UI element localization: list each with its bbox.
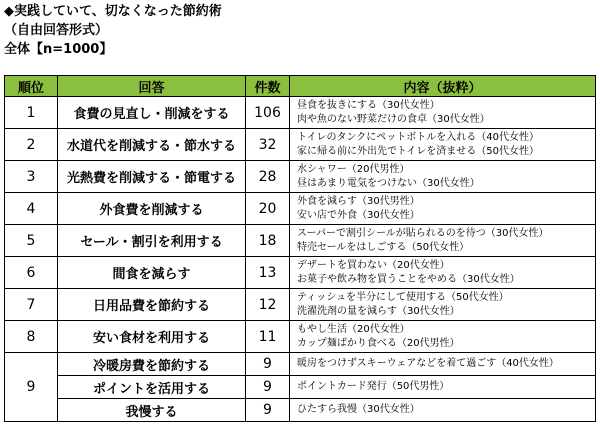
detail-line: 外食を減らす（30代男性）	[297, 195, 420, 207]
rank-cell: 4	[5, 193, 58, 225]
detail-line: 特売セールをはしごする（50代女性）	[297, 241, 470, 253]
detail-line: 昼食を抜きにする（30代女性）	[297, 99, 440, 111]
column-header-rank: 順位	[5, 76, 58, 97]
details-cell	[290, 321, 596, 353]
count-cell: 18	[246, 225, 290, 257]
answer-cell: セール・割引を利用する	[58, 225, 246, 257]
detail-line: デザートを買わない（20代女性）	[297, 259, 450, 271]
table-row	[5, 257, 596, 289]
answer-cell: 我慢する	[58, 399, 246, 422]
table-row	[5, 129, 596, 161]
table-row	[5, 97, 596, 129]
table-row	[5, 321, 596, 353]
rank-cell: 1	[5, 97, 58, 129]
details-cell	[290, 225, 596, 257]
table-row	[5, 353, 596, 376]
answer-cell: 冷暖房費を節約する	[58, 353, 246, 376]
details-cell	[290, 289, 596, 321]
table-header-row	[5, 76, 596, 97]
results-table	[4, 75, 596, 422]
detail-line: 安い店で外食（30代女性）	[297, 209, 420, 221]
table-row	[5, 193, 596, 225]
table-row	[5, 289, 596, 321]
count-cell: 11	[246, 321, 290, 353]
count-cell: 106	[246, 97, 290, 129]
sample-size: 全体【n=1000】	[4, 42, 113, 57]
detail-line: お菓子や飲み物を買うことをやめる（30代女性）	[297, 273, 520, 285]
rank-cell: 6	[5, 257, 58, 289]
details-cell	[290, 97, 596, 129]
table-row	[5, 376, 596, 399]
report-header	[4, 2, 222, 59]
answer-cell: 日用品費を節約する	[58, 289, 246, 321]
details-cell	[290, 129, 596, 161]
count-cell: 28	[246, 161, 290, 193]
rank-cell: 5	[5, 225, 58, 257]
answer-cell: 光熱費を削減する・節電する	[58, 161, 246, 193]
count-cell: 13	[246, 257, 290, 289]
count-cell: 32	[246, 129, 290, 161]
count-cell: 9	[246, 376, 290, 399]
table-row	[5, 225, 596, 257]
rank-cell: 3	[5, 161, 58, 193]
column-header-answer: 回答	[58, 76, 246, 97]
detail-line: 家に帰る前に外出先でトイレを済ませる（50代女性）	[297, 145, 540, 157]
answer-cell: 間食を減らす	[58, 257, 246, 289]
table-row	[5, 161, 596, 193]
detail-line: カップ麺ばかり食べる（20代男性）	[297, 337, 460, 349]
count-cell: 9	[246, 353, 290, 376]
count-cell: 9	[246, 399, 290, 422]
details-cell	[290, 161, 596, 193]
details-cell	[290, 257, 596, 289]
detail-line: 洗濯洗剤の量を減らす（30代女性）	[297, 305, 460, 317]
count-cell: 12	[246, 289, 290, 321]
detail-line: トイレのタンクにペットボトルを入れる（40代女性）	[297, 131, 540, 143]
table-row	[5, 399, 596, 422]
detail-line: もやし生活（20代女性）	[297, 323, 410, 335]
detail-line: 肉や魚のない野菜だけの食卓（30代女性）	[297, 113, 490, 125]
detail-line: 昼はあまり電気をつけない（30代女性）	[297, 177, 480, 189]
rank-cell: 8	[5, 321, 58, 353]
column-header-details: 内容（抜粋）	[290, 76, 596, 97]
column-header-count: 件数	[246, 76, 290, 97]
detail-line: スーパーで割引シールが貼られるのを待つ（30代女性）	[297, 227, 549, 239]
details-cell: ひたすら我慢（30代女性）	[290, 399, 596, 422]
answer-cell: ポイントを活用する	[58, 376, 246, 399]
count-cell: 20	[246, 193, 290, 225]
answer-cell: 水道代を削減する・節水する	[58, 129, 246, 161]
rank-cell: 2	[5, 129, 58, 161]
detail-line: 水シャワー（20代男性）	[297, 163, 410, 175]
details-cell: ポイントカード発行（50代男性）	[290, 376, 596, 399]
details-cell: 暖房をつけずスキーウェアなどを着て過ごす（40代女性）	[290, 353, 596, 376]
report-subtitle: （自由回答形式）	[4, 23, 109, 38]
rank-cell: 7	[5, 289, 58, 321]
answer-cell: 食費の見直し・削減をする	[58, 97, 246, 129]
rank-cell: 9	[5, 353, 58, 422]
report-title: ◆実践していて、切なくなった節約術	[4, 4, 222, 19]
detail-line: ティッシュを半分にして使用する（50代女性）	[297, 291, 509, 303]
answer-cell: 安い食材を利用する	[58, 321, 246, 353]
answer-cell: 外食費を削減する	[58, 193, 246, 225]
details-cell	[290, 193, 596, 225]
